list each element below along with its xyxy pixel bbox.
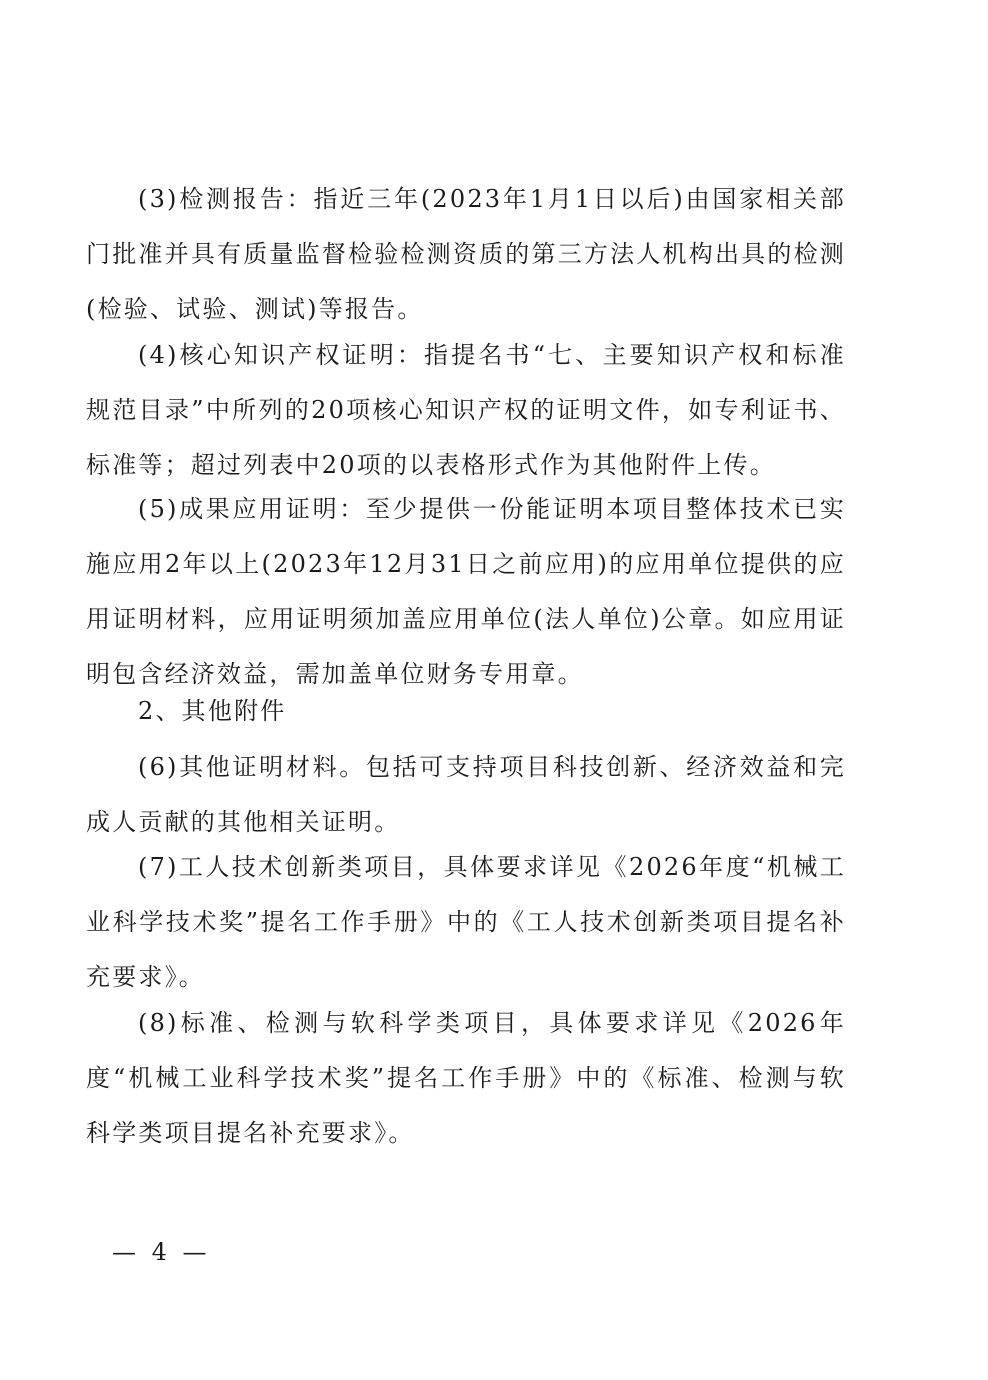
paragraph-application-proof: (5)成果应用证明：至少提供一份能证明本项目整体技术已实施应用2年以上(2023年12月31日之前应用)的应用单位提供的应用证明材料，应用证明须加盖应用单位(法人单位)公章。如应用证明包含经济效益，需加盖单位财务专用章。: [86, 495, 846, 688]
paragraph-other-materials: (6)其他证明材料。包括可支持项目科技创新、经济效益和完成人贡献的其他相关证明。: [86, 753, 846, 836]
section-heading-other-attachments: 2、其他附件: [138, 697, 287, 725]
paragraph-worker-innovation: (7)工人技术创新类项目，具体要求详见《2026年度“机械工业科学技术奖”提名工作手册》中的《工人技术创新类项目提名补充要求》。: [86, 853, 846, 991]
page-number: — 4 —: [112, 1238, 211, 1266]
paragraph-ip-proof: (4)核心知识产权证明：指提名书“七、主要知识产权和标准规范目录”中所列的20项核心知识产权的证明文件，如专利证书、标准等；超过列表中20项的以表格形式作为其他附件上传。: [86, 341, 846, 479]
paragraph-test-report: (3)检测报告：指近三年(2023年1月1日以后)由国家相关部门批准并具有质量监督检验检测资质的第三方法人机构出具的检测(检验、试验、测试)等报告。: [86, 185, 846, 323]
paragraph-standards-projects: (8)标准、检测与软科学类项目，具体要求详见《2026年度“机械工业科学技术奖”提名工作手册》中的《标准、检测与软科学类项目提名补充要求》。: [86, 1009, 846, 1147]
